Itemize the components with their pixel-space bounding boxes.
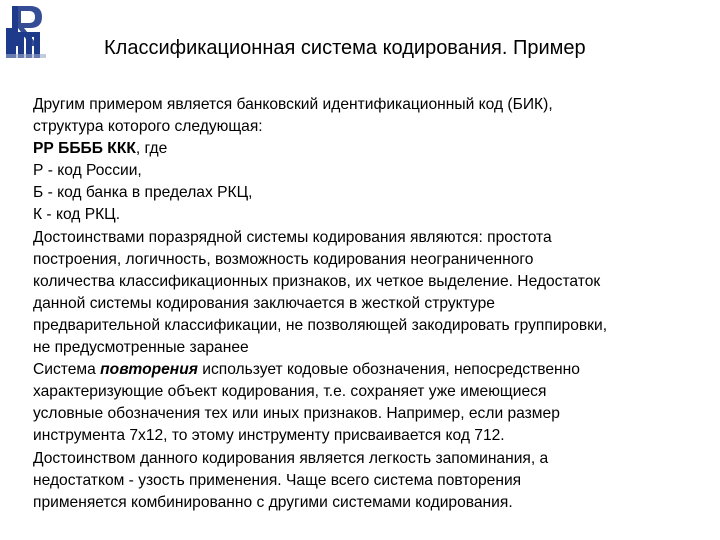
text-fragment: использует кодовые обозначения, непосредственно — [197, 361, 580, 379]
text-line: Достоинством данного кодирования является легкость запоминания, а — [33, 449, 549, 467]
text-line: Б - код банка в пределах РКЦ, — [33, 184, 253, 202]
text-line: данной системы кодирования заключается в жесткой структуре — [33, 294, 495, 312]
text-line: недостатком - узость применения. Чаще всего система повторения — [33, 471, 522, 489]
emphasized-term: повторения — [100, 361, 198, 379]
text-line: количества классификационных признаков, их четкое выделение. Недостаток — [33, 272, 601, 290]
text-line: Другим примером является банковский идентификационный код (БИК), — [33, 96, 553, 113]
text-line: характеризующие объект кодирования, т.е. сохраняет уже имеющиеся — [33, 383, 547, 401]
text-line: инструмента 7х12, то этому инструменту присваивается код 712. — [33, 427, 505, 445]
hse-logo-icon — [2, 2, 50, 62]
text-line: структура которого следующая: — [33, 118, 263, 136]
bik-format: РР ББББ ККК — [33, 140, 136, 158]
text-line: Достоинствами поразрядной системы кодирования являются: простота — [33, 228, 552, 246]
slide-body — [33, 94, 713, 514]
text-line-bik-structure — [33, 138, 713, 160]
text-fragment: , где — [135, 140, 168, 158]
slide-title: Классификационная система кодирования. Пример — [104, 37, 586, 59]
text-line: предварительной классификации, не позволяющей закодировать группировки, — [33, 316, 608, 334]
text-fragment: Система — [33, 361, 101, 379]
text-line: построения, логичность, возможность кодирования неограниченного — [33, 250, 534, 268]
text-line: К - код РКЦ. — [33, 206, 121, 224]
text-line-repetition-system — [33, 359, 713, 381]
text-line: применяется комбинированно с другими системами кодирования. — [33, 493, 513, 511]
text-line: Р - код России, — [33, 162, 142, 180]
text-line: не предусмотренные заранее — [33, 339, 249, 357]
text-line: условные обозначения тех или иных признаков. Например, если размер — [33, 405, 560, 423]
